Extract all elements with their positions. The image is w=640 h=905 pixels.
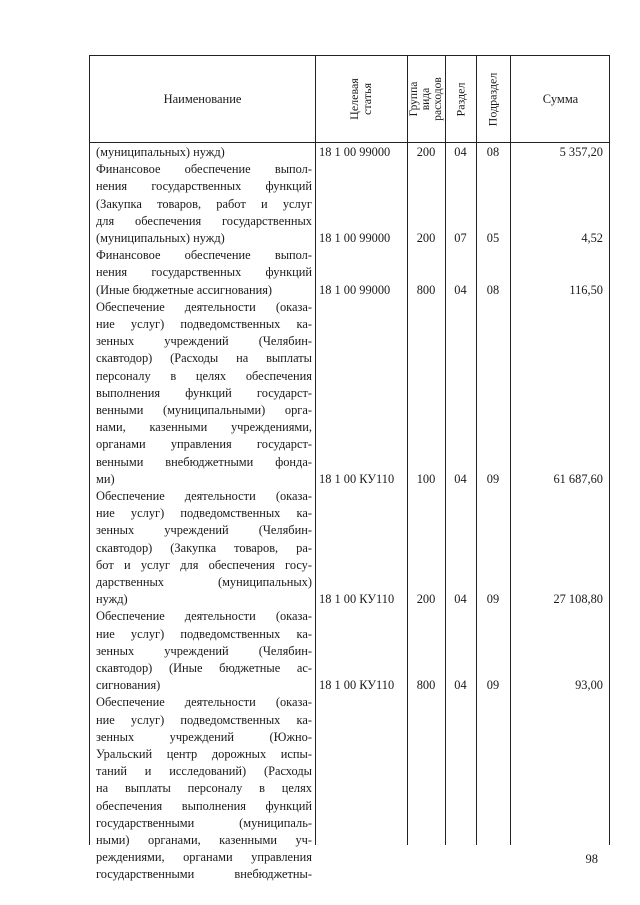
row-name-line: государственными (муниципаль- xyxy=(96,815,312,830)
column-divider xyxy=(407,56,408,845)
row-name-line: нужд) xyxy=(96,592,128,607)
row-name-line: дарственных (муниципальных) xyxy=(96,575,312,590)
row-target-code: 18 1 00 КУ110 xyxy=(319,471,395,486)
row-expense-group: 200 xyxy=(416,230,436,245)
header-sum-cell xyxy=(510,56,611,142)
row-name-line: на выплаты персоналу в целях xyxy=(96,781,312,796)
row-name-line: реждениями, органами управления xyxy=(96,850,312,865)
row-name xyxy=(96,694,312,883)
row-expense-group: 200 xyxy=(416,145,436,159)
row-name-line: Уральский центр дорожных испы- xyxy=(96,747,312,761)
row-name xyxy=(96,247,312,299)
row-name-line: (Иные бюджетные ассигнования) xyxy=(96,282,273,297)
header-subsection: Подраздел xyxy=(485,72,500,126)
row-expense-group: 800 xyxy=(416,678,436,693)
row-sum: 93,00 xyxy=(575,678,603,693)
row-subsection: 09 xyxy=(486,592,500,607)
row-name-line: венными внебюджетными фонда- xyxy=(96,454,312,469)
row-subsection: 09 xyxy=(486,678,500,693)
header-expense-group: Группа вида расходов xyxy=(408,77,444,121)
row-sum: 5 357,20 xyxy=(559,145,603,159)
header-name-cell xyxy=(90,56,315,142)
page-number: 98 xyxy=(585,852,598,866)
row-name xyxy=(96,161,312,247)
row-name-line: нения государственных функций xyxy=(96,265,312,280)
row-name-line: Обеспечение деятельности (оказа- xyxy=(96,609,312,624)
row-section: 04 xyxy=(454,678,467,693)
row-section: 04 xyxy=(454,145,467,159)
row-subsection: 05 xyxy=(486,230,500,245)
row-name-line: Обеспечение деятельности (оказа- xyxy=(96,489,312,503)
header-group-cell xyxy=(407,56,445,142)
column-divider xyxy=(476,56,477,845)
row-target-code: 18 1 00 99000 xyxy=(319,282,391,297)
row-name-line: Обеспечение деятельности (оказа- xyxy=(96,299,312,314)
row-name-line: (Закупка товаров, работ и услуг xyxy=(96,196,312,211)
header-sum: Сумма xyxy=(542,91,579,106)
row-name-line: ными) органами, казенными уч- xyxy=(96,833,312,848)
row-sum: 27 108,80 xyxy=(553,592,603,607)
row-subsection: 09 xyxy=(486,471,500,486)
row-name-line: зенных учреждений (Челябин- xyxy=(96,643,312,658)
row-name xyxy=(96,608,312,694)
row-name-line: ние услуг) подведомственных ка- xyxy=(96,506,312,521)
row-name-line: Финансовое обеспечение выпол- xyxy=(96,162,312,177)
row-name-line: нами, казенными учреждениями, xyxy=(96,420,312,435)
row-name-line: ние услуг) подведомственных ка- xyxy=(96,317,312,331)
row-name-line: Финансовое обеспечение выпол- xyxy=(96,248,312,263)
row-section: 04 xyxy=(454,282,467,297)
row-sum: 61 687,60 xyxy=(553,471,603,486)
row-name-line: зенных учреждений (Челябин- xyxy=(96,523,312,538)
row-name-line: государственными внебюджетны- xyxy=(96,867,312,882)
row-name-line: (муниципальных) нужд) xyxy=(96,231,225,245)
row-section: 07 xyxy=(454,230,467,245)
row-sum: 116,50 xyxy=(569,282,603,297)
row-target-code: 18 1 00 99000 xyxy=(319,145,391,159)
row-name-line: органами управления государст- xyxy=(96,437,312,452)
row-name-line: сигнования) xyxy=(96,678,161,693)
header-target: Целевая статья xyxy=(347,78,374,120)
row-target-code: 18 1 00 99000 xyxy=(319,230,391,245)
row-name xyxy=(96,488,312,608)
column-divider xyxy=(445,56,446,845)
row-name-line: (муниципальных) нужд) xyxy=(96,145,225,159)
row-name-line: скавтодор) (Расходы на выплаты xyxy=(96,351,312,366)
row-subsection: 08 xyxy=(486,145,500,159)
row-name-line: нения государственных функций xyxy=(96,179,312,194)
row-name-line: обеспечения выполнения функций xyxy=(96,798,312,813)
row-name-line: ми) xyxy=(96,471,115,486)
row-name xyxy=(96,299,312,488)
row-name-line: скавтодор) (Закупка товаров, ра- xyxy=(96,540,312,555)
row-name-line: зенных учреждений (Челябин- xyxy=(96,334,312,349)
header-subsection-cell xyxy=(476,56,510,142)
row-name-line: ние услуг) подведомственных ка- xyxy=(96,712,312,727)
row-name-line: персоналу в целях обеспечения xyxy=(96,368,312,383)
row-sum: 4,52 xyxy=(581,230,603,245)
row-name-line: зенных учреждений (Южно- xyxy=(96,729,312,744)
row-name-line: Обеспечение деятельности (оказа- xyxy=(96,695,312,710)
row-name-line: таний и исследований) (Расходы xyxy=(96,764,312,779)
header-section: Раздел xyxy=(453,82,468,116)
row-name-line: венными (муниципальными) орга- xyxy=(96,403,312,418)
row-target-code: 18 1 00 КУ110 xyxy=(319,678,395,693)
row-subsection: 08 xyxy=(486,282,500,297)
row-name-line: ние услуг) подведомственных ка- xyxy=(96,626,312,641)
row-expense-group: 100 xyxy=(416,471,436,486)
header-divider xyxy=(90,142,609,143)
row-name-line: скавтодор) (Иные бюджетные ас- xyxy=(96,661,312,675)
row-name-line: для обеспечения государственных xyxy=(96,213,312,228)
row-expense-group: 800 xyxy=(416,282,436,297)
row-name-line: бот и услуг для обеспечения госу- xyxy=(96,557,312,572)
header-target-cell xyxy=(315,56,407,142)
row-section: 04 xyxy=(454,592,467,607)
row-section: 04 xyxy=(454,471,467,486)
row-target-code: 18 1 00 КУ110 xyxy=(319,592,395,607)
row-name xyxy=(96,144,312,161)
column-divider xyxy=(315,56,316,845)
header-name: Наименование xyxy=(163,91,242,106)
header-section-cell xyxy=(445,56,476,142)
column-divider xyxy=(510,56,511,845)
row-name-line: выполнения функций государст- xyxy=(96,385,312,400)
row-expense-group: 200 xyxy=(416,592,436,607)
